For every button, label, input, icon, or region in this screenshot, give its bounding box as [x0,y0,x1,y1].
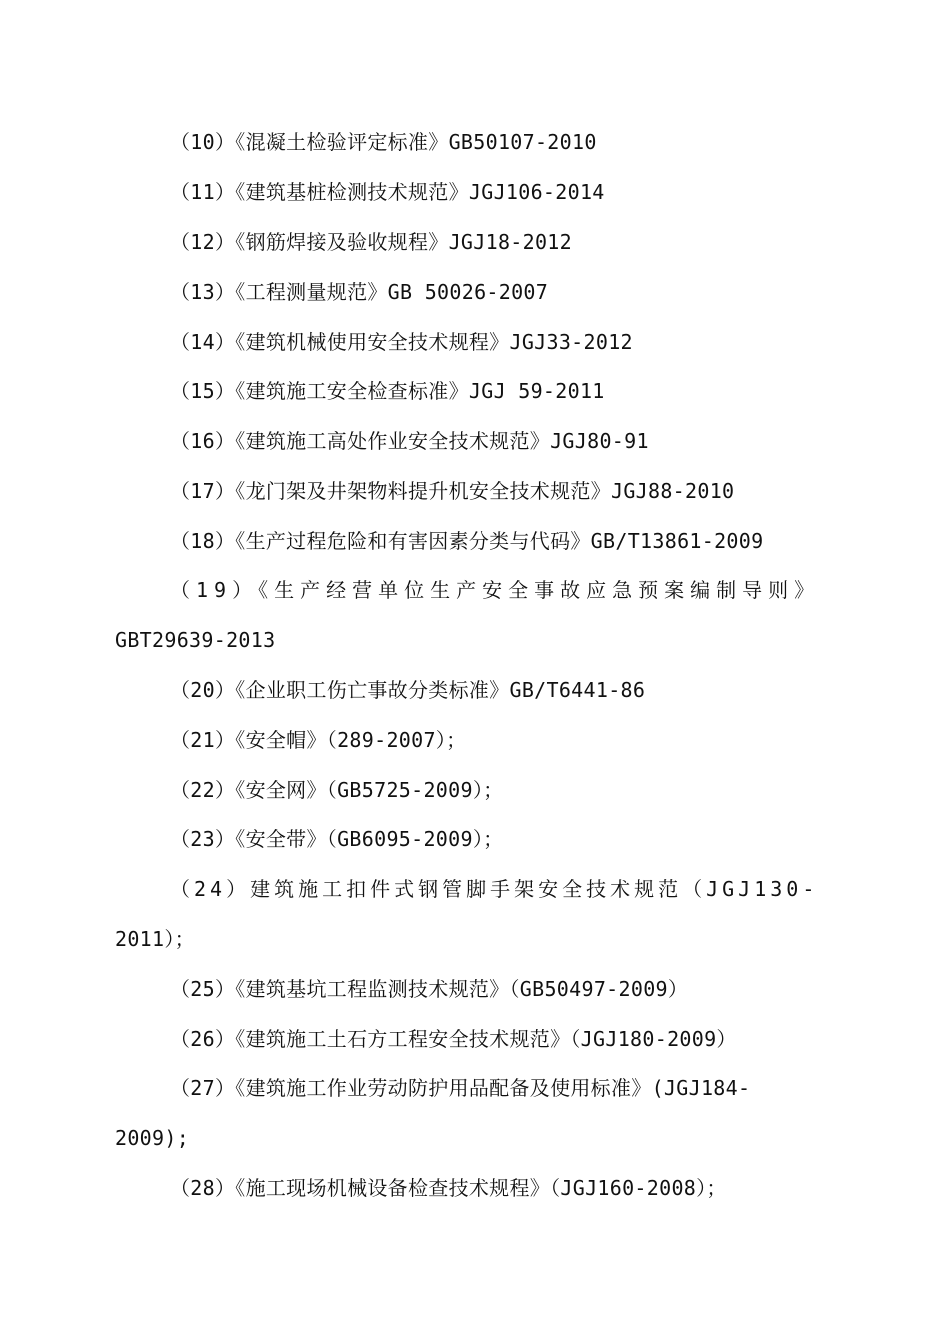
reference-item-11: （11）《建筑基桩检测技术规范》JGJ106-2014 [170,180,605,204]
reference-item-17: （17）《龙门架及井架物料提升机安全技术规范》JGJ88-2010 [170,479,735,503]
reference-item-24-continuation: 2011）； [115,927,195,951]
reference-item-14: （14）《建筑机械使用安全技术规程》JGJ33-2012 [170,330,633,354]
reference-item-28: （28）《施工现场机械设备检查技术规程》（JGJ160-2008）； [170,1176,727,1200]
reference-item-21: （21）《安全帽》（289-2007）； [170,728,467,752]
reference-item-22: （22）《安全网》（GB5725-2009）； [170,778,504,802]
reference-item-15: （15）《建筑施工安全检查标准》JGJ 59-2011 [170,379,605,403]
reference-item-18: （18）《生产过程危险和有害因素分类与代码》GB/T13861-2009 [170,529,764,553]
reference-item-27-continuation: 2009); [115,1126,190,1150]
reference-item-23: （23）《安全带》（GB6095-2009）； [170,827,504,851]
reference-item-16: （16）《建筑施工高处作业安全技术规范》JGJ80-91 [170,429,649,453]
reference-item-13: （13）《工程测量规范》GB 50026-2007 [170,280,549,304]
reference-item-19-continuation: GBT29639-2013 [115,628,276,652]
reference-item-25: （25）《建筑基坑工程监测技术规范》（GB50497-2009） [170,977,689,1001]
reference-item-24: （24）建筑施工扣件式钢管脚手架安全技术规范（JGJ130- [170,877,819,901]
reference-item-19: （19）《生产经营单位生产安全事故应急预案编制导则》 [170,578,821,602]
reference-item-26: （26）《建筑施工土石方工程安全技术规范》（JGJ180-2009） [170,1027,737,1051]
reference-item-27: （27）《建筑施工作业劳动防护用品配备及使用标准》(JGJ184- [170,1076,751,1100]
reference-item-10: （10）《混凝土检验评定标准》GB50107-2010 [170,130,597,154]
reference-item-12: （12）《钢筋焊接及验收规程》JGJ18-2012 [170,230,572,254]
reference-item-20: （20）《企业职工伤亡事故分类标准》GB/T6441-86 [170,678,646,702]
